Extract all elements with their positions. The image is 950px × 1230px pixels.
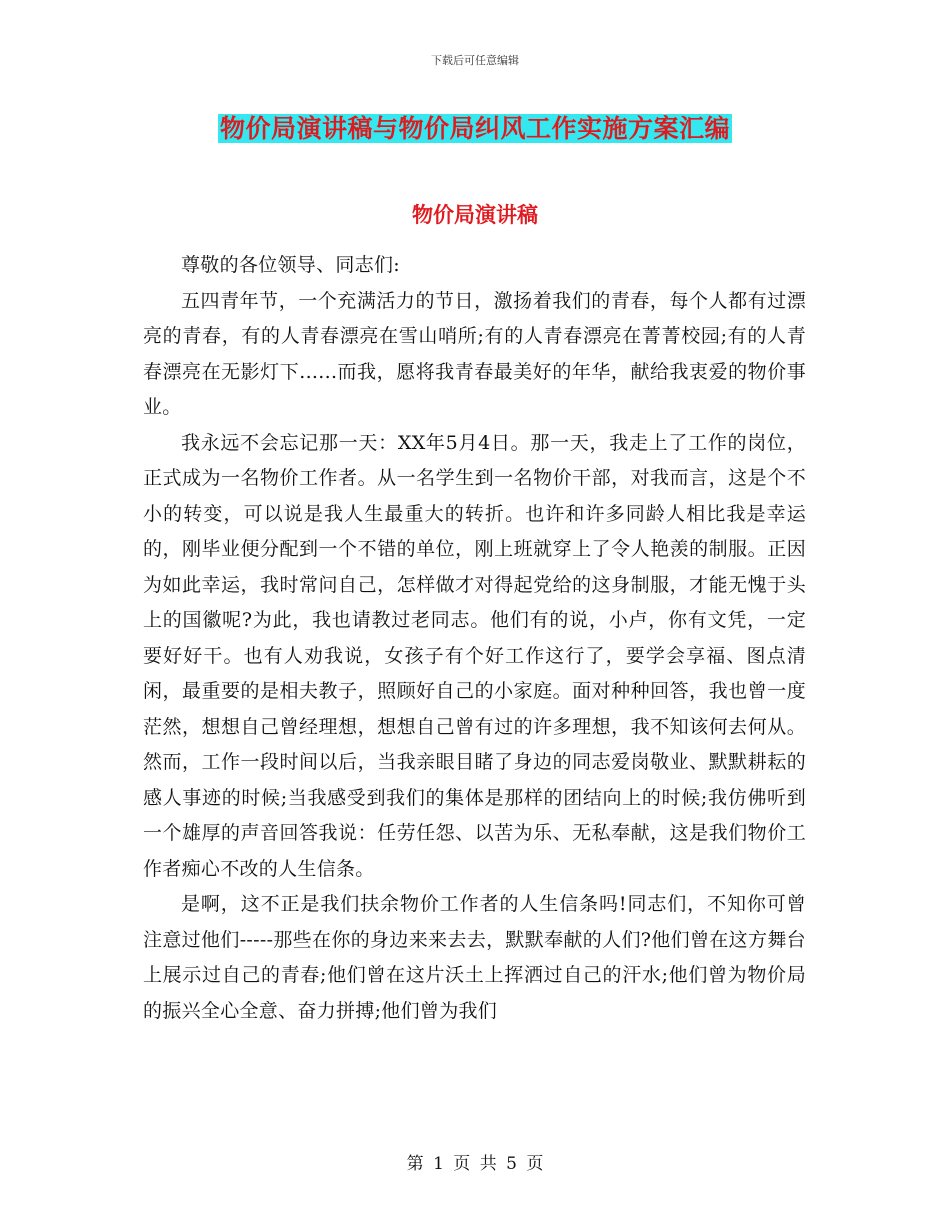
document-title-highlight: 物价局演讲稿与物价局纠风工作实施方案汇编 bbox=[219, 114, 730, 143]
document-body bbox=[143, 248, 806, 1029]
header-note: 下载后可任意编辑 bbox=[431, 54, 519, 67]
paragraph-salutation: 尊敬的各位领导、同志们: bbox=[181, 254, 401, 276]
section-title: 物价局演讲稿 bbox=[412, 202, 538, 227]
paragraph: 是啊，这不正是我们扶余物价工作者的人生信条吗!同志们，不知你可曾注意过他们-----那些在你的身边来来去去，默默奉献的人们?他们曾在这方舞台上展示过自己的青春;他们曾在这片沃土上挥洒过自己的汗水;他们曾为物价局的振兴全心全意、奋力拼搏;他们曾为我们 bbox=[143, 893, 806, 1022]
paragraph: 五四青年节，一个充满活力的节日，激扬着我们的青春，每个人都有过漂亮的青春，有的人青春漂亮在雪山哨所;有的人青春漂亮在菁菁校园;有的人青春漂亮在无影灯下......而我，愿将我青春最美好的年华，献给我衷爱的物价事业。 bbox=[143, 289, 806, 418]
document-title bbox=[0, 112, 950, 146]
page-indicator: 第 1 页 共 5 页 bbox=[406, 1154, 544, 1174]
paragraph: 我永远不会忘记那一天：XX年5月4日。那一天，我走上了工作的岗位，正式成为一名物价工作者。从一名学生到一名物价干部，对我而言，这是个不小的转变，可以说是我人生最重大的转折。也许和许多同龄人相比我是幸运的，刚毕业便分配到一个不错的单位，刚上班就穿上了令人艳羡的制服。正因为如此幸运，我时常问自己，怎样做才对得起党给的这身制服，才能无愧于头上的国徽呢?为此，我也请教过老同志。他们有的说，小卢，你有文凭，一定要好好干。也有人劝我说，女孩子有个好工作这行了，要学会享福、图点清闲，最重要的是相夫教子，照顾好自己的小家庭。面对种种回答，我也曾一度茫然，想想自己曾经理想，想想自己曾有过的许多理想，我不知该何去何从。然而，工作一段时间以后，当我亲眼目睹了身边的同志爱岗敬业、默默耕耘的感人事迹的时候;当我感受到我们的集体是那样的团结向上的时候;我仿佛听到一个雄厚的声音回答我说：任劳任怨、以苦为乐、无私奉献，这是我们物价工作者痴心不改的人生信条。 bbox=[143, 431, 806, 880]
